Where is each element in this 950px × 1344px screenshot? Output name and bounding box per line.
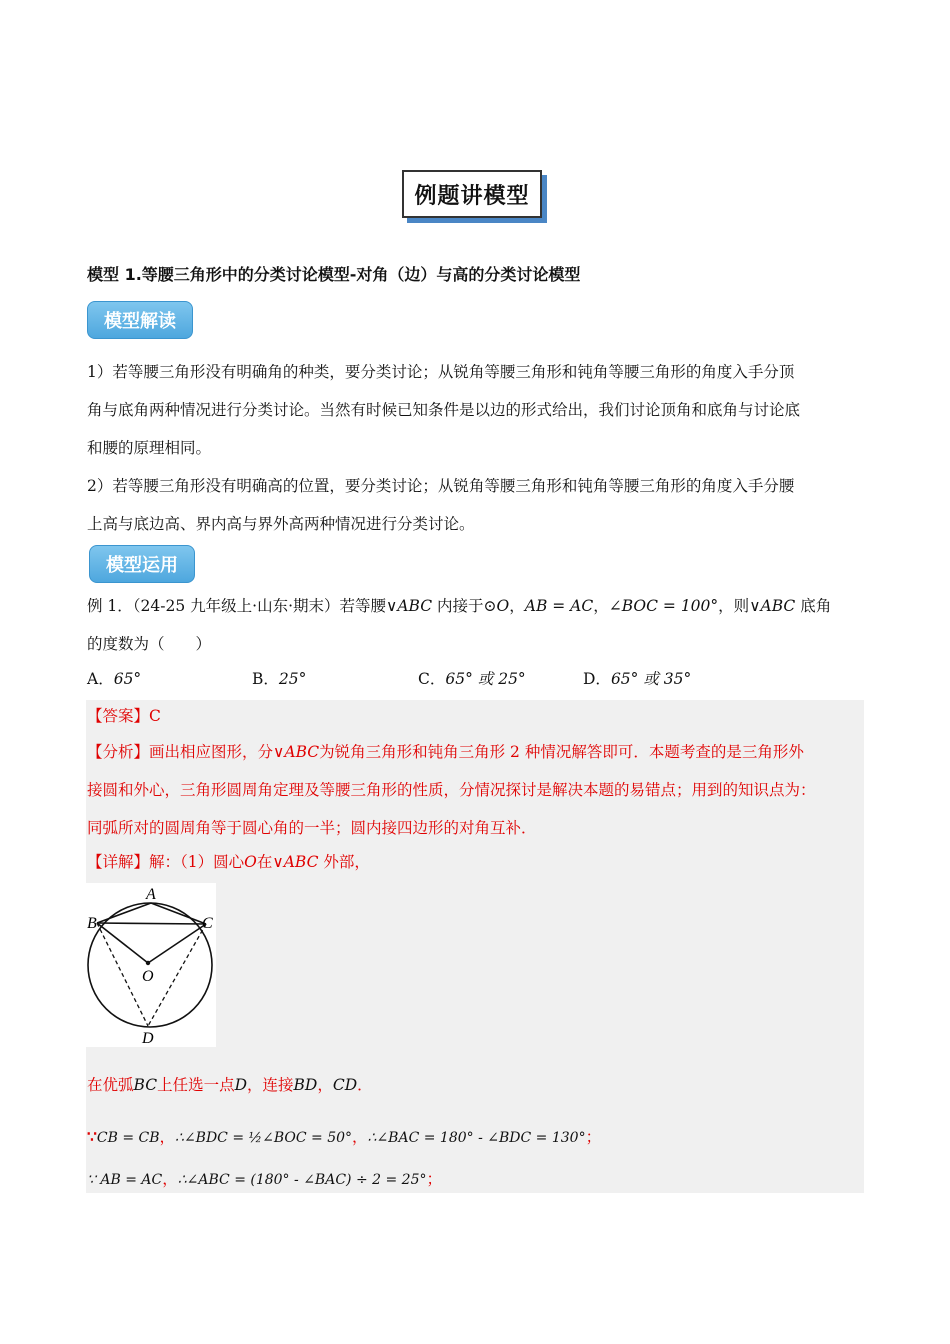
example-prefix: 例 1．（24-25 九年级上·山东·期末）若等腰	[87, 597, 387, 615]
label-o: O	[142, 968, 154, 985]
option-label: D．	[583, 670, 611, 688]
formula-angle-bac: ∴∠BAC = 180° - ∠BDC = 130°	[367, 1130, 586, 1146]
label-d: D	[142, 1030, 154, 1047]
circumcircle	[88, 903, 212, 1027]
detail-text: 外部，	[318, 853, 370, 871]
segment-ba	[97, 903, 151, 923]
segment-co	[148, 924, 206, 963]
reading-line: 角与底角两种情况进行分类讨论。当然有时候已知条件是以边的形式给出，我们讨论顶角和底角与讨论底	[87, 401, 801, 419]
step-text: 在优弧	[87, 1076, 134, 1094]
step-text: ，	[317, 1076, 333, 1094]
segment-bd	[97, 923, 148, 1026]
arc-equality: CB = CB	[96, 1130, 160, 1146]
option-value: 65° 或 35°	[610, 670, 692, 688]
analysis-block	[87, 733, 863, 847]
condition-angle-boc: ∠BOC = 100°	[608, 597, 719, 615]
segment-bd-text: BD	[293, 1076, 318, 1094]
step-punct: ，	[159, 1128, 176, 1146]
step-text: 上任选一点	[157, 1076, 235, 1094]
answer-value: C	[149, 707, 161, 725]
label-c: C	[202, 915, 213, 932]
detail-line	[87, 843, 863, 881]
analysis-text: 画出相应图形，分	[149, 743, 274, 761]
reading-line: 1）若等腰三角形没有明确角的种类，要分类讨论；从锐角等腰三角形和钝角等腰三角形的角度入手分顶	[87, 363, 795, 381]
label-a: A	[146, 886, 156, 903]
badge-model-application: 模型运用	[89, 545, 195, 583]
step-1	[87, 1066, 863, 1104]
circle-diagram-svg	[86, 883, 216, 1047]
step-text: ．	[357, 1076, 373, 1094]
step-2	[87, 1118, 863, 1157]
answer-label: 【答案】	[87, 707, 150, 725]
step-punct: ，	[352, 1128, 368, 1146]
example-text: 底角	[795, 597, 832, 615]
option-label: B．	[252, 670, 279, 688]
example-text: ，	[593, 597, 609, 615]
triangle-abc: ∨ABC	[273, 743, 320, 761]
option-label: C．	[418, 670, 446, 688]
answer-line	[87, 697, 863, 735]
step-text: ，连接	[247, 1076, 294, 1094]
circle-o: ⊙O	[483, 597, 510, 615]
option-c[interactable]	[418, 667, 526, 689]
analysis-line-2: 接圆和外心，三角形圆周角定理及等腰三角形的性质，分情况探讨是解决本题的易错点；用到的知识点为：	[87, 781, 816, 799]
option-value: 65° 或 25°	[445, 670, 526, 688]
circle-diagram	[86, 883, 216, 1047]
triangle-abc: ∨ABC	[386, 597, 433, 615]
detail-text: 在	[256, 853, 273, 871]
step-3	[87, 1160, 863, 1199]
option-value: 65°	[113, 670, 142, 688]
center-o: O	[244, 853, 257, 871]
point-d: D	[234, 1076, 248, 1094]
segment-bo	[97, 923, 148, 963]
because-symbol: ∵	[87, 1127, 97, 1146]
option-value: 25°	[278, 670, 307, 688]
analysis-line-3: 同弧所对的圆周角等于圆心角的一半；圆内接四边形的对角互补．	[87, 819, 537, 837]
example-text: ，则	[718, 597, 750, 615]
arc-bc: BC	[133, 1076, 158, 1094]
reading-line: 和腰的原理相同。	[87, 439, 212, 457]
section-title: 例题讲模型	[402, 170, 542, 218]
example-question	[87, 587, 867, 663]
segment-cd	[148, 924, 206, 1026]
label-b: B	[87, 915, 97, 932]
detail-label: 【详解】	[87, 853, 150, 871]
example-text: 内接于	[432, 597, 484, 615]
detail-text: 解：（1）圆心	[149, 853, 245, 871]
analysis-text: 为锐角三角形和钝角三角形 2 种情况解答即可．本题考查的是三角形外	[319, 743, 804, 761]
option-d[interactable]	[583, 667, 691, 689]
option-b[interactable]	[252, 667, 306, 689]
analysis-line-1	[87, 733, 863, 771]
analysis-label: 【分析】	[87, 743, 150, 761]
center-point	[146, 961, 150, 965]
because-ab-ac: ∵ AB = AC	[87, 1172, 163, 1188]
formula-angle-abc: ∴∠ABC = (180° - ∠BAC) ÷ 2 = 25°	[177, 1172, 427, 1188]
reading-line: 2）若等腰三角形没有明确高的位置，要分类讨论；从锐角等腰三角形和钝角等腰三角形的角度入手分腰	[87, 477, 795, 495]
segment-bc	[97, 923, 206, 924]
example-line-2: 的度数为（ ）	[87, 635, 212, 653]
formula-angle-bdc: ∴∠BDC = ½∠BOC = 50°	[175, 1130, 353, 1146]
step-punct: ；	[585, 1128, 602, 1146]
example-text: ，	[509, 597, 525, 615]
reading-paragraph	[87, 353, 867, 543]
segment-cd-text: CD	[332, 1076, 358, 1094]
triangle-abc: ∨ABC	[749, 597, 796, 615]
model-heading: 模型 1.等腰三角形中的分类讨论模型-对角（边）与高的分类讨论模型	[87, 265, 581, 284]
step-punct: ；	[426, 1170, 442, 1188]
triangle-abc: ∨ABC	[272, 853, 319, 871]
step-punct: ，	[162, 1170, 178, 1188]
example-line-1	[87, 587, 867, 625]
condition-ab-ac: AB = AC	[524, 597, 594, 615]
option-label: A．	[87, 670, 114, 688]
reading-line: 上高与底边高、界内高与界外高两种情况进行分类讨论。	[87, 515, 475, 533]
badge-model-reading: 模型解读	[87, 301, 193, 339]
option-a[interactable]	[87, 667, 141, 689]
segment-ac	[151, 903, 206, 924]
